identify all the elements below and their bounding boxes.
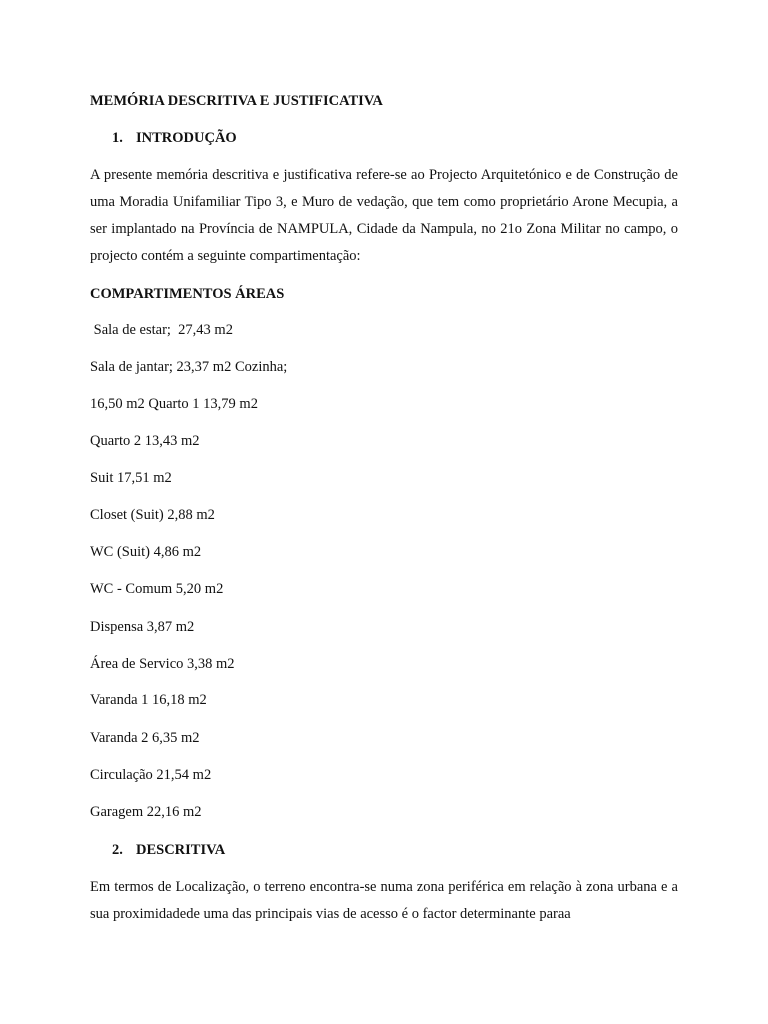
compartment-line: Varanda 2 6,35 m2 [90, 730, 200, 746]
compartment-line: Dispensa 3,87 m2 [90, 619, 195, 635]
compartment-line: WC - Comum 5,20 m2 [90, 581, 224, 597]
section-number: 2. [112, 842, 123, 858]
compartment-line: WC (Suit) 4,86 m2 [90, 544, 202, 560]
document-title: MEMÓRIA DESCRITIVA E JUSTIFICATIVA [90, 93, 383, 109]
compartment-line: 16,50 m2 Quarto 1 13,79 m2 [90, 396, 258, 412]
compartment-line: Circulação 21,54 m2 [90, 767, 212, 783]
compartment-line: Garagem 22,16 m2 [90, 804, 202, 820]
intro-paragraph: A presente memória descritiva e justificativa refere-se ao Projecto Arquitetónico e de Construção de uma Moradia Unifamiliar Tipo 3, e Muro de vedação, que tem como proprietário Arone Mecupia, a ser implantado na Província de NAMPULA, Cidade da Nampula, no 21o Zona Militar no campo, o projecto contém a seguinte compartimentação: [90, 167, 678, 264]
compartment-line: Suit 17,51 m2 [90, 470, 172, 486]
section-title: DESCRITIVA [136, 842, 226, 858]
compartment-line: Varanda 1 16,18 m2 [90, 692, 207, 708]
compartment-line: Closet (Suit) 2,88 m2 [90, 507, 215, 523]
section-heading-descritiva [112, 842, 225, 859]
compartment-line: Sala de jantar; 23,37 m2 Cozinha; [90, 359, 288, 375]
descritiva-paragraph: Em termos de Localização, o terreno encontra-se numa zona periférica em relação à zona urbana e a sua proximidadede uma das principais vias de acesso é o factor determinante paraa [90, 879, 678, 922]
compartment-line: Sala de estar; 27,43 m2 [90, 322, 233, 338]
section-heading-introducao [112, 130, 237, 147]
document-page [90, 0, 678, 1024]
compartment-line: Área de Servico 3,38 m2 [90, 656, 235, 672]
compartment-line: Quarto 2 13,43 m2 [90, 433, 200, 449]
section-number: 1. [112, 130, 123, 146]
section-title: INTRODUÇÃO [136, 130, 237, 146]
compartments-heading: COMPARTIMENTOS ÁREAS [90, 286, 285, 302]
